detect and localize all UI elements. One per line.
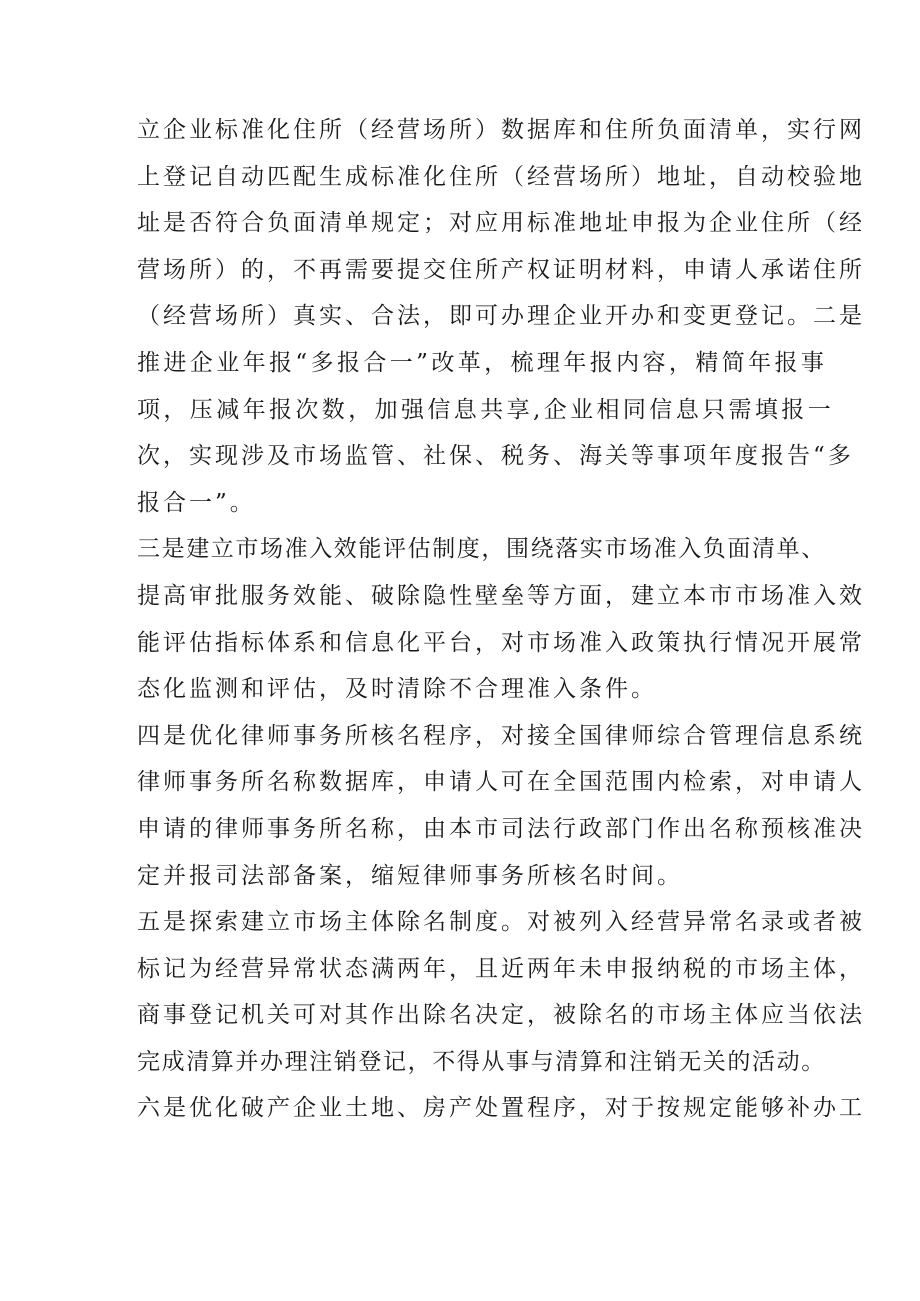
text-line: 完成清算并办理注销登记，不得从事与清算和注销无关的活动。 xyxy=(137,1048,826,1075)
text-line: 态化监测和评估，及时清除不合理准入条件。 xyxy=(137,676,657,703)
text-line: 提高审批服务效能、破除隐性壁垒等方面，建立本市市场准入效 xyxy=(137,582,865,609)
text-line: （经营场所）真实、合法，即可办理企业开办和变更登记。二是 xyxy=(137,303,865,330)
text-line: 商事登记机关可对其作出除名决定，被除名的市场主体应当依法 xyxy=(137,1002,865,1029)
text-line: 四是优化律师事务所核名程序，对接全国律师综合管理信息系统 xyxy=(137,722,865,749)
text-line: 推进企业年报“多报合一”改革，梳理年报内容，精简年报事 xyxy=(137,349,828,376)
text-line: 能评估指标体系和信息化平台，对市场准入政策执行情况开展常 xyxy=(137,629,865,656)
text-line: 三是建立市场准入效能评估制度，围绕落实市场准入负面清单、 xyxy=(137,536,826,563)
text-line: 项，压减年报次数，加强信息共享,企业相同信息只需填报一 xyxy=(137,396,835,423)
text-line: 址是否符合负面清单规定；对应用标准地址申报为企业住所（经 xyxy=(137,210,865,237)
text-line: 定并报司法部备案，缩短律师事务所核名时间。 xyxy=(137,862,683,889)
text-line: 次，实现涉及市场监管、社保、税务、海关等事项年度报告“多 xyxy=(137,443,854,470)
text-line: 申请的律师事务所名称，由本市司法行政部门作出名称预核准决 xyxy=(137,815,865,842)
text-line: 六是优化破产企业土地、房产处置程序，对于按规定能够补办工 xyxy=(137,1095,865,1122)
document-body xyxy=(137,107,865,1132)
text-line: 上登记自动匹配生成标准化住所（经营场所）地址，自动校验地 xyxy=(137,163,865,190)
text-line: 五是探索建立市场主体除名制度。对被列入经营异常名录或者被 xyxy=(137,909,865,936)
text-line: 报合一”。 xyxy=(137,489,256,516)
text-line: 律师事务所名称数据库，申请人可在全国范围内检索，对申请人 xyxy=(137,769,865,796)
text-line: 营场所）的，不再需要提交住所产权证明材料，申请人承诺住所 xyxy=(137,256,865,283)
text-line: 标记为经营异常状态满两年，且近两年未申报纳税的市场主体， xyxy=(137,955,865,982)
text-line: 立企业标准化住所（经营场所）数据库和住所负面清单，实行网 xyxy=(137,117,865,143)
